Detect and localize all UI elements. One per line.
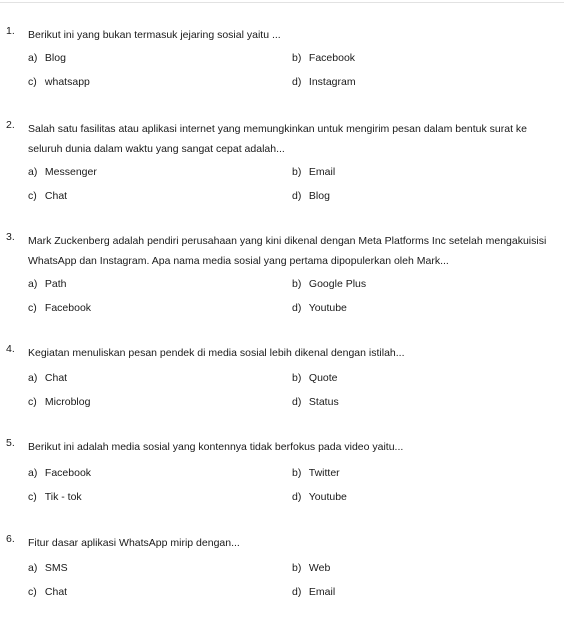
- option-c[interactable]: [28, 491, 82, 503]
- option-text: Facebook: [44, 467, 92, 479]
- question-text: [28, 119, 548, 159]
- option-letter: d): [292, 76, 302, 88]
- option-letter: b): [292, 166, 302, 178]
- question-number: 2.: [6, 119, 15, 131]
- question-number: 4.: [6, 343, 15, 355]
- option-letter: b): [292, 562, 302, 574]
- option-d[interactable]: [292, 396, 339, 408]
- option-text: Messenger: [44, 166, 97, 178]
- option-letter: d): [292, 491, 302, 503]
- option-letter: c): [28, 190, 37, 202]
- option-a[interactable]: [28, 278, 67, 290]
- option-a[interactable]: [28, 166, 97, 178]
- option-text: SMS: [44, 562, 68, 574]
- option-letter: a): [28, 166, 38, 178]
- option-letter: d): [292, 302, 302, 314]
- option-text: Path: [44, 278, 67, 290]
- option-letter: a): [28, 562, 38, 574]
- option-a[interactable]: [28, 372, 67, 384]
- option-text: whatsapp: [44, 76, 90, 88]
- question-number: 3.: [6, 231, 15, 243]
- question-text: [28, 437, 548, 457]
- option-d[interactable]: [292, 76, 356, 88]
- option-letter: d): [292, 586, 302, 598]
- option-a[interactable]: [28, 562, 68, 574]
- option-d[interactable]: [292, 190, 330, 202]
- option-a[interactable]: [28, 467, 91, 479]
- question-line: Berikut ini yang bukan termasuk jejaring sosial yaitu ...: [28, 29, 281, 41]
- option-d[interactable]: [292, 491, 347, 503]
- option-b[interactable]: [292, 562, 330, 574]
- option-c[interactable]: [28, 76, 90, 88]
- option-letter: a): [28, 467, 38, 479]
- option-text: Instagram: [308, 76, 356, 88]
- option-text: Google Plus: [308, 278, 367, 290]
- option-text: Blog: [308, 190, 330, 202]
- option-b[interactable]: [292, 372, 338, 384]
- question-text: [28, 25, 548, 45]
- option-letter: d): [292, 396, 302, 408]
- option-letter: b): [292, 52, 302, 64]
- option-letter: b): [292, 372, 302, 384]
- option-b[interactable]: [292, 166, 335, 178]
- question-line: Fitur dasar aplikasi WhatsApp mirip dengan...: [28, 537, 240, 549]
- option-letter: b): [292, 278, 302, 290]
- option-c[interactable]: [28, 396, 90, 408]
- option-d[interactable]: [292, 302, 347, 314]
- question-line: Mark Zuckenberg adalah pendiri perusahaan yang kini dikenal dengan Meta Platforms Inc setelah mengakuisisi: [28, 235, 547, 247]
- option-text: Status: [308, 396, 339, 408]
- question-line: Salah satu fasilitas atau aplikasi internet yang memungkinkan untuk mengirim pesan dalam bentuk surat ke: [28, 123, 528, 135]
- question-text: [28, 533, 548, 553]
- option-text: Youtube: [308, 491, 347, 503]
- option-a[interactable]: [28, 52, 66, 64]
- option-text: Chat: [44, 190, 68, 202]
- option-text: Facebook: [44, 302, 92, 314]
- option-letter: c): [28, 491, 37, 503]
- question-number: 6.: [6, 533, 15, 545]
- option-text: Tik - tok: [44, 491, 82, 503]
- option-c[interactable]: [28, 302, 91, 314]
- question-line: Kegiatan menuliskan pesan pendek di media sosial lebih dikenal dengan istilah...: [28, 347, 405, 359]
- option-letter: a): [28, 278, 38, 290]
- option-d[interactable]: [292, 586, 335, 598]
- option-letter: d): [292, 190, 302, 202]
- option-text: Blog: [44, 52, 66, 64]
- option-text: Web: [308, 562, 331, 574]
- option-text: Facebook: [308, 52, 356, 64]
- top-divider: [0, 2, 564, 3]
- option-text: Chat: [44, 586, 68, 598]
- option-letter: c): [28, 76, 37, 88]
- question-text: [28, 343, 548, 363]
- question-number: 5.: [6, 437, 15, 449]
- option-c[interactable]: [28, 190, 67, 202]
- question-line: Berikut ini adalah media sosial yang kontennya tidak berfokus pada video yaitu...: [28, 441, 404, 453]
- option-text: Microblog: [44, 396, 91, 408]
- option-text: Email: [308, 586, 336, 598]
- option-text: Youtube: [308, 302, 347, 314]
- option-b[interactable]: [292, 278, 366, 290]
- option-letter: c): [28, 586, 37, 598]
- option-text: Chat: [44, 372, 68, 384]
- question-line: seluruh dunia dalam waktu yang sangat cepat adalah...: [28, 143, 285, 155]
- question-text: [28, 231, 548, 271]
- option-text: Quote: [308, 372, 338, 384]
- option-c[interactable]: [28, 586, 67, 598]
- question-number: 1.: [6, 25, 15, 37]
- option-text: Twitter: [308, 467, 340, 479]
- question-line: WhatsApp dan Instagram. Apa nama media sosial yang pertama dipopulerkan oleh Mark...: [28, 255, 449, 267]
- option-letter: a): [28, 372, 38, 384]
- option-b[interactable]: [292, 52, 355, 64]
- option-b[interactable]: [292, 467, 340, 479]
- option-text: Email: [308, 166, 336, 178]
- option-letter: b): [292, 467, 302, 479]
- option-letter: c): [28, 302, 37, 314]
- option-letter: c): [28, 396, 37, 408]
- option-letter: a): [28, 52, 38, 64]
